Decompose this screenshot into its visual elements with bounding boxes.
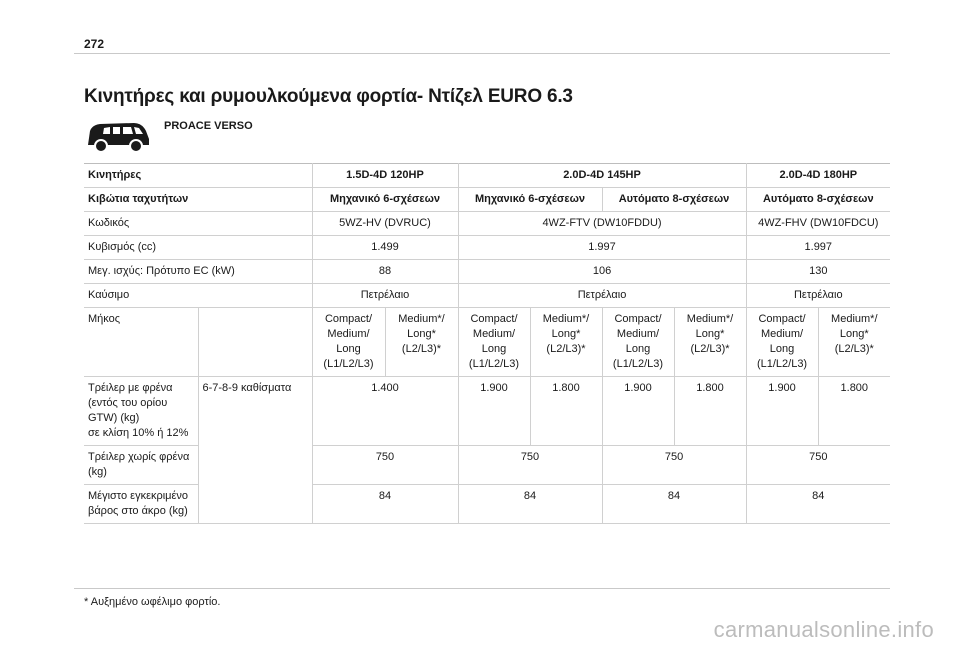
row-label: Μέγιστο εγκεκριμένο βάρος στο άκρο (kg)	[84, 485, 198, 524]
page-number: 272	[84, 37, 105, 51]
table-cell: 1.800	[818, 377, 890, 446]
table-cell: 1.5D-4D 120HP	[312, 164, 458, 188]
table-cell: Compact/ Medium/ Long (L1/L2/L3)	[602, 308, 674, 377]
table-cell: Compact/ Medium/ Long (L1/L2/L3)	[746, 308, 818, 377]
power-row	[84, 260, 890, 284]
table-cell: 5WZ-HV (DVRUC)	[312, 212, 458, 236]
table-cell: 750	[746, 446, 890, 485]
table-cell: 106	[458, 260, 746, 284]
table-cell: Μηχανικό 6-σχέσεων	[312, 188, 458, 212]
table-cell: 1.997	[458, 236, 746, 260]
page-title: Κινητήρες και ρυμουλκούμενα φορτία- Ντίζελ EURO 6.3	[84, 86, 573, 107]
watermark: carmanualsonline.info	[713, 617, 934, 642]
table-cell: 84	[458, 485, 602, 524]
table-cell: 84	[602, 485, 746, 524]
table-cell: Αυτόματο 8-σχέσεων	[746, 188, 890, 212]
table-cell: Compact/ Medium/ Long (L1/L2/L3)	[458, 308, 530, 377]
table-cell: Πετρέλαιο	[312, 284, 458, 308]
table-cell: 1.400	[312, 377, 458, 446]
row-label: Τρέιλερ με φρένα (εντός του ορίου GTW) (kg) σε κλίση 10% ή 12%	[84, 377, 198, 446]
model-name: PROACE VERSO	[164, 120, 253, 132]
table-cell: 88	[312, 260, 458, 284]
table-cell: Πετρέλαιο	[458, 284, 746, 308]
engine-spec-table	[84, 163, 890, 524]
row-label: Κωδικός	[84, 212, 312, 236]
table-cell: 750	[602, 446, 746, 485]
table-cell: 1.800	[530, 377, 602, 446]
table-cell: Medium*/ Long* (L2/L3)*	[530, 308, 602, 377]
table-cell: Medium*/ Long* (L2/L3)*	[385, 308, 458, 377]
table-cell: 2.0D-4D 145HP	[458, 164, 746, 188]
displacement-row	[84, 236, 890, 260]
table-cell: 1.800	[674, 377, 746, 446]
table-cell: Αυτόματο 8-σχέσεων	[602, 188, 746, 212]
table-cell: 1.900	[746, 377, 818, 446]
table-cell: 750	[458, 446, 602, 485]
row-label: Μήκος	[84, 308, 198, 377]
braked-trailer-row	[84, 377, 890, 446]
table-cell: 1.900	[458, 377, 530, 446]
table-cell: Medium*/ Long* (L2/L3)*	[818, 308, 890, 377]
table-cell: 1.997	[746, 236, 890, 260]
table-cell: 84	[746, 485, 890, 524]
table-cell: Compact/ Medium/ Long (L1/L2/L3)	[312, 308, 385, 377]
table-cell: 130	[746, 260, 890, 284]
table-cell: 750	[312, 446, 458, 485]
gearbox-row	[84, 188, 890, 212]
seats-label: 6-7-8-9 καθίσματα	[198, 377, 312, 524]
row-label: Κινητήρες	[84, 164, 312, 188]
table-cell: Medium*/ Long* (L2/L3)*	[674, 308, 746, 377]
footnote: * Αυξημένο ωφέλιμο φορτίο.	[84, 596, 221, 608]
footer-rule	[74, 588, 890, 589]
row-label: Μεγ. ισχύς: Πρότυπο EC (kW)	[84, 260, 312, 284]
code-row	[84, 212, 890, 236]
header-rule	[74, 53, 890, 54]
engines-row	[84, 164, 890, 188]
row-label: Τρέιλερ χωρίς φρένα (kg)	[84, 446, 198, 485]
length-row	[84, 308, 890, 377]
table-cell: Πετρέλαιο	[746, 284, 890, 308]
table-cell: 4WZ-FHV (DW10FDCU)	[746, 212, 890, 236]
van-icon	[84, 117, 152, 155]
table-cell: 2.0D-4D 180HP	[746, 164, 890, 188]
row-label: Κυβισμός (cc)	[84, 236, 312, 260]
table-cell	[198, 308, 312, 377]
table-cell: Μηχανικό 6-σχέσεων	[458, 188, 602, 212]
fuel-row	[84, 284, 890, 308]
table-cell: 1.900	[602, 377, 674, 446]
row-label: Καύσιμο	[84, 284, 312, 308]
table-cell: 4WZ-FTV (DW10FDDU)	[458, 212, 746, 236]
row-label: Κιβώτια ταχυτήτων	[84, 188, 312, 212]
table-cell: 1.499	[312, 236, 458, 260]
table-cell: 84	[312, 485, 458, 524]
